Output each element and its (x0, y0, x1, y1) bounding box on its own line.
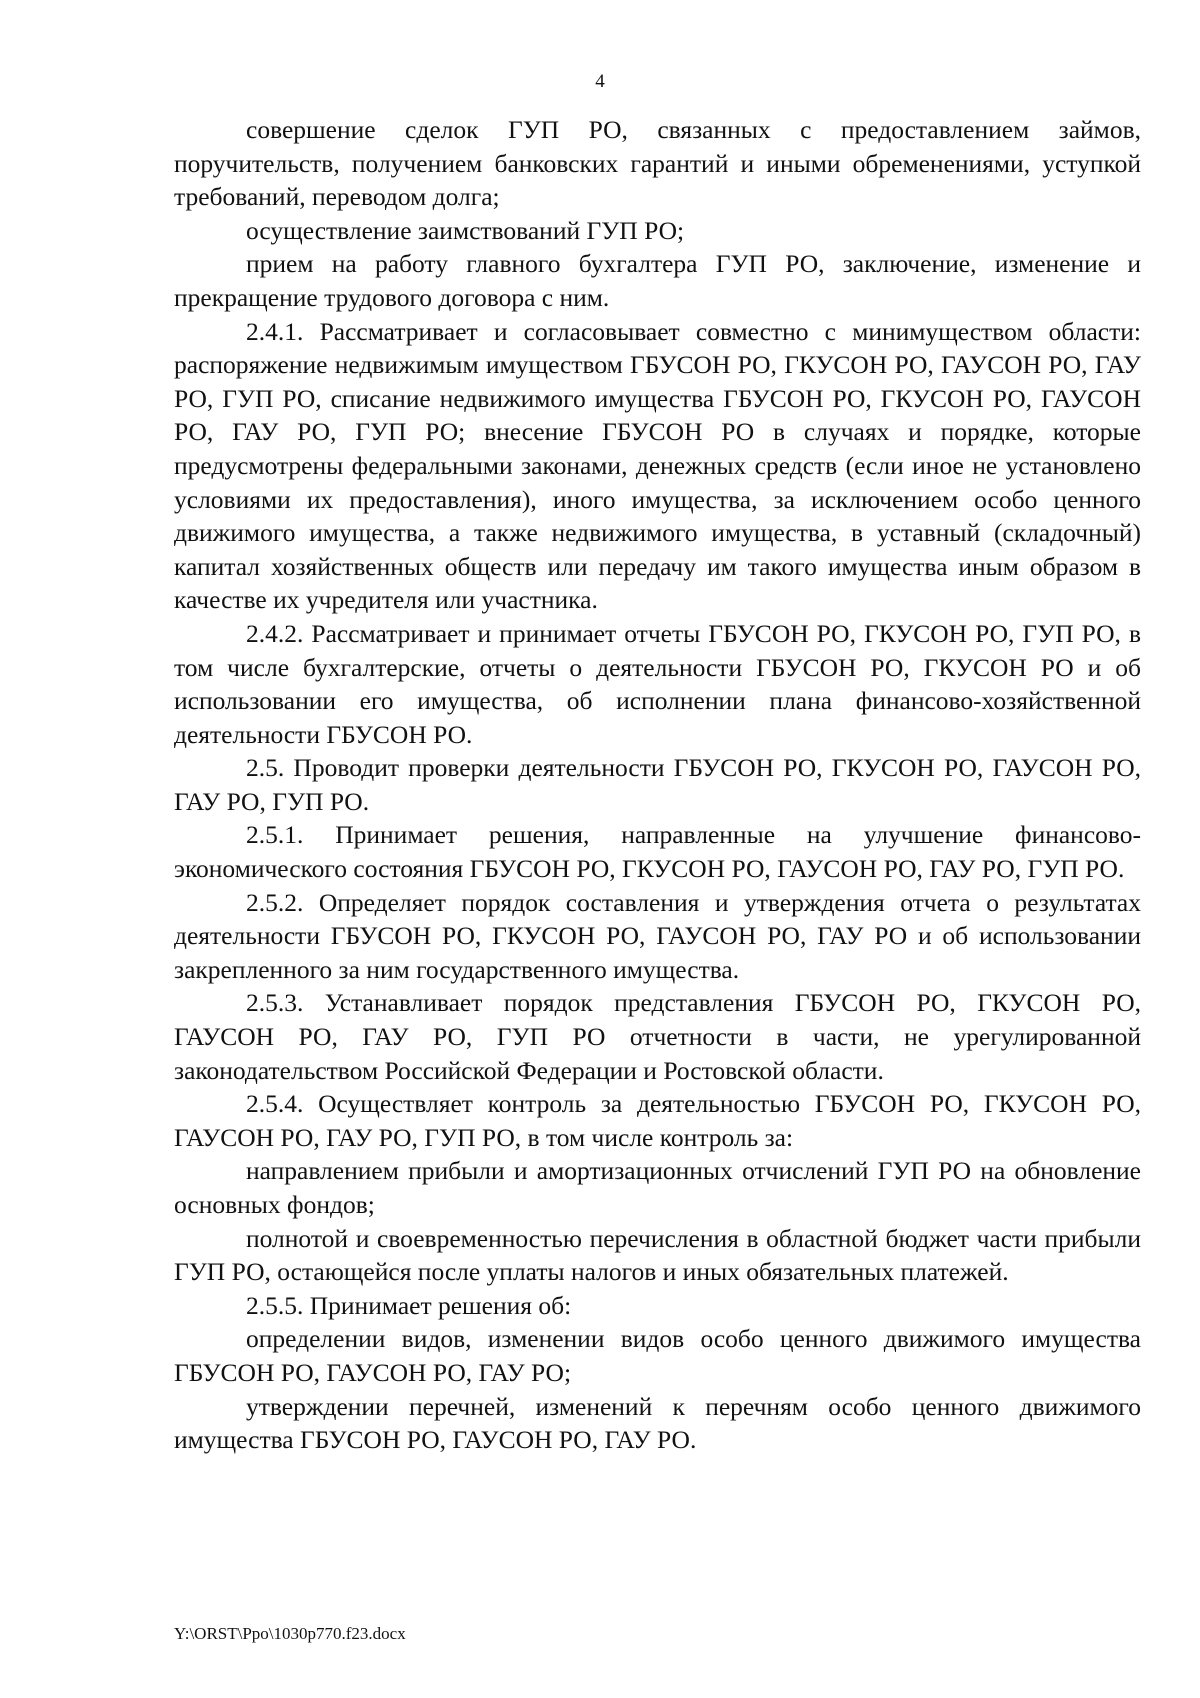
paragraph-transactions: совершение сделок ГУП РО, связанных с предоставлением займов, поручительств, получением банковских гарантий и иными обременениями, уступкой требований, переводом долга; (174, 115, 1141, 212)
paragraph-property-types: определении видов, изменении видов особо ценного движимого имущества ГБУСОН РО, ГАУСОН РО, ГАУ РО; (174, 1324, 1141, 1387)
paragraph-2-5: 2.5. Проводит проверки деятельности ГБУСОН РО, ГКУСОН РО, ГАУСОН РО, ГАУ РО, ГУП РО. (174, 753, 1141, 816)
paragraph-2-5-4: 2.5.4. Осуществляет контроль за деятельностью ГБУСОН РО, ГКУСОН РО, ГАУСОН РО, ГАУ РО, ГУП РО, в том числе контроль за: (174, 1089, 1141, 1152)
paragraph-borrowings: осуществление заимствований ГУП РО; (246, 215, 685, 245)
footer-file-path: Y:\ORST\Ppo\1030p770.f23.docx (174, 1624, 406, 1643)
page-number: 4 (595, 71, 605, 92)
paragraph-2-5-1: 2.5.1. Принимает решения, направленные на улучшение финансово-экономического состояния ГБУСОН РО, ГКУСОН РО, ГАУСОН РО, ГАУ РО, ГУП РО. (174, 820, 1141, 884)
paragraph-2-5-2: 2.5.2. Определяет порядок составления и утверждения отчета о результатах деятельности ГБУСОН РО, ГКУСОН РО, ГАУСОН РО, ГАУ РО и об использовании закрепленного за ним государственного имущества. (174, 887, 1141, 984)
paragraph-2-4-2: 2.4.2. Рассматривает и принимает отчеты ГБУСОН РО, ГКУСОН РО, ГУП РО, в том числе бухгалтерские, отчеты о деятельности ГБУСОН РО, ГКУСОН РО и об использовании его имущества, об исполнении плана финансово-хозяйственной деятельности ГБУСОН РО. (174, 618, 1141, 749)
paragraph-chief-accountant: прием на работу главного бухгалтера ГУП РО, заключение, изменение и прекращение трудового договора с ним. (174, 249, 1141, 312)
paragraph-2-5-5: 2.5.5. Принимает решения об: (246, 1290, 572, 1320)
paragraph-2-5-3: 2.5.3. Устанавливает порядок представления ГБУСОН РО, ГКУСОН РО, ГАУСОН РО, ГАУ РО, ГУП РО отчетности в части, не урегулированной законодательством Российской Федерации и Ростовской области. (174, 988, 1141, 1085)
paragraph-profit-direction: направлением прибыли и амортизационных отчислений ГУП РО на обновление основных фондов; (174, 1156, 1141, 1219)
paragraph-property-lists: утверждении перечней, изменений к перечням особо ценного движимого имущества ГБУСОН РО, ГАУСОН РО, ГАУ РО. (174, 1391, 1141, 1455)
paragraph-profit-transfer: полнотой и своевременностью перечисления в областной бюджет части прибыли ГУП РО, остающейся после уплаты налогов и иных обязательных платежей. (174, 1223, 1141, 1287)
paragraph-2-4-1: 2.4.1. Рассматривает и согласовывает совместно с минимуществом области: распоряжение недвижимым имуществом ГБУСОН РО, ГКУСОН РО, ГАУСОН РО, ГАУ РО, ГУП РО, списание недвижимого имущества ГБУСОН РО, ГКУСОН РО, ГАУСОН РО, ГАУ РО, ГУП РО; внесение ГБУСОН РО в случаях и порядке, которые предусмотрены федеральными законами, денежных средств (если иное не установлено условиями их предоставления), иного имущества, за исключением особо ценного движимого имущества, а также недвижимого имущества, в уставный (складочный) капитал хозяйственных обществ или передачу им такого имущества иным образом в качестве их учредителя или участника. (174, 316, 1141, 615)
document-body (174, 113, 1141, 1457)
